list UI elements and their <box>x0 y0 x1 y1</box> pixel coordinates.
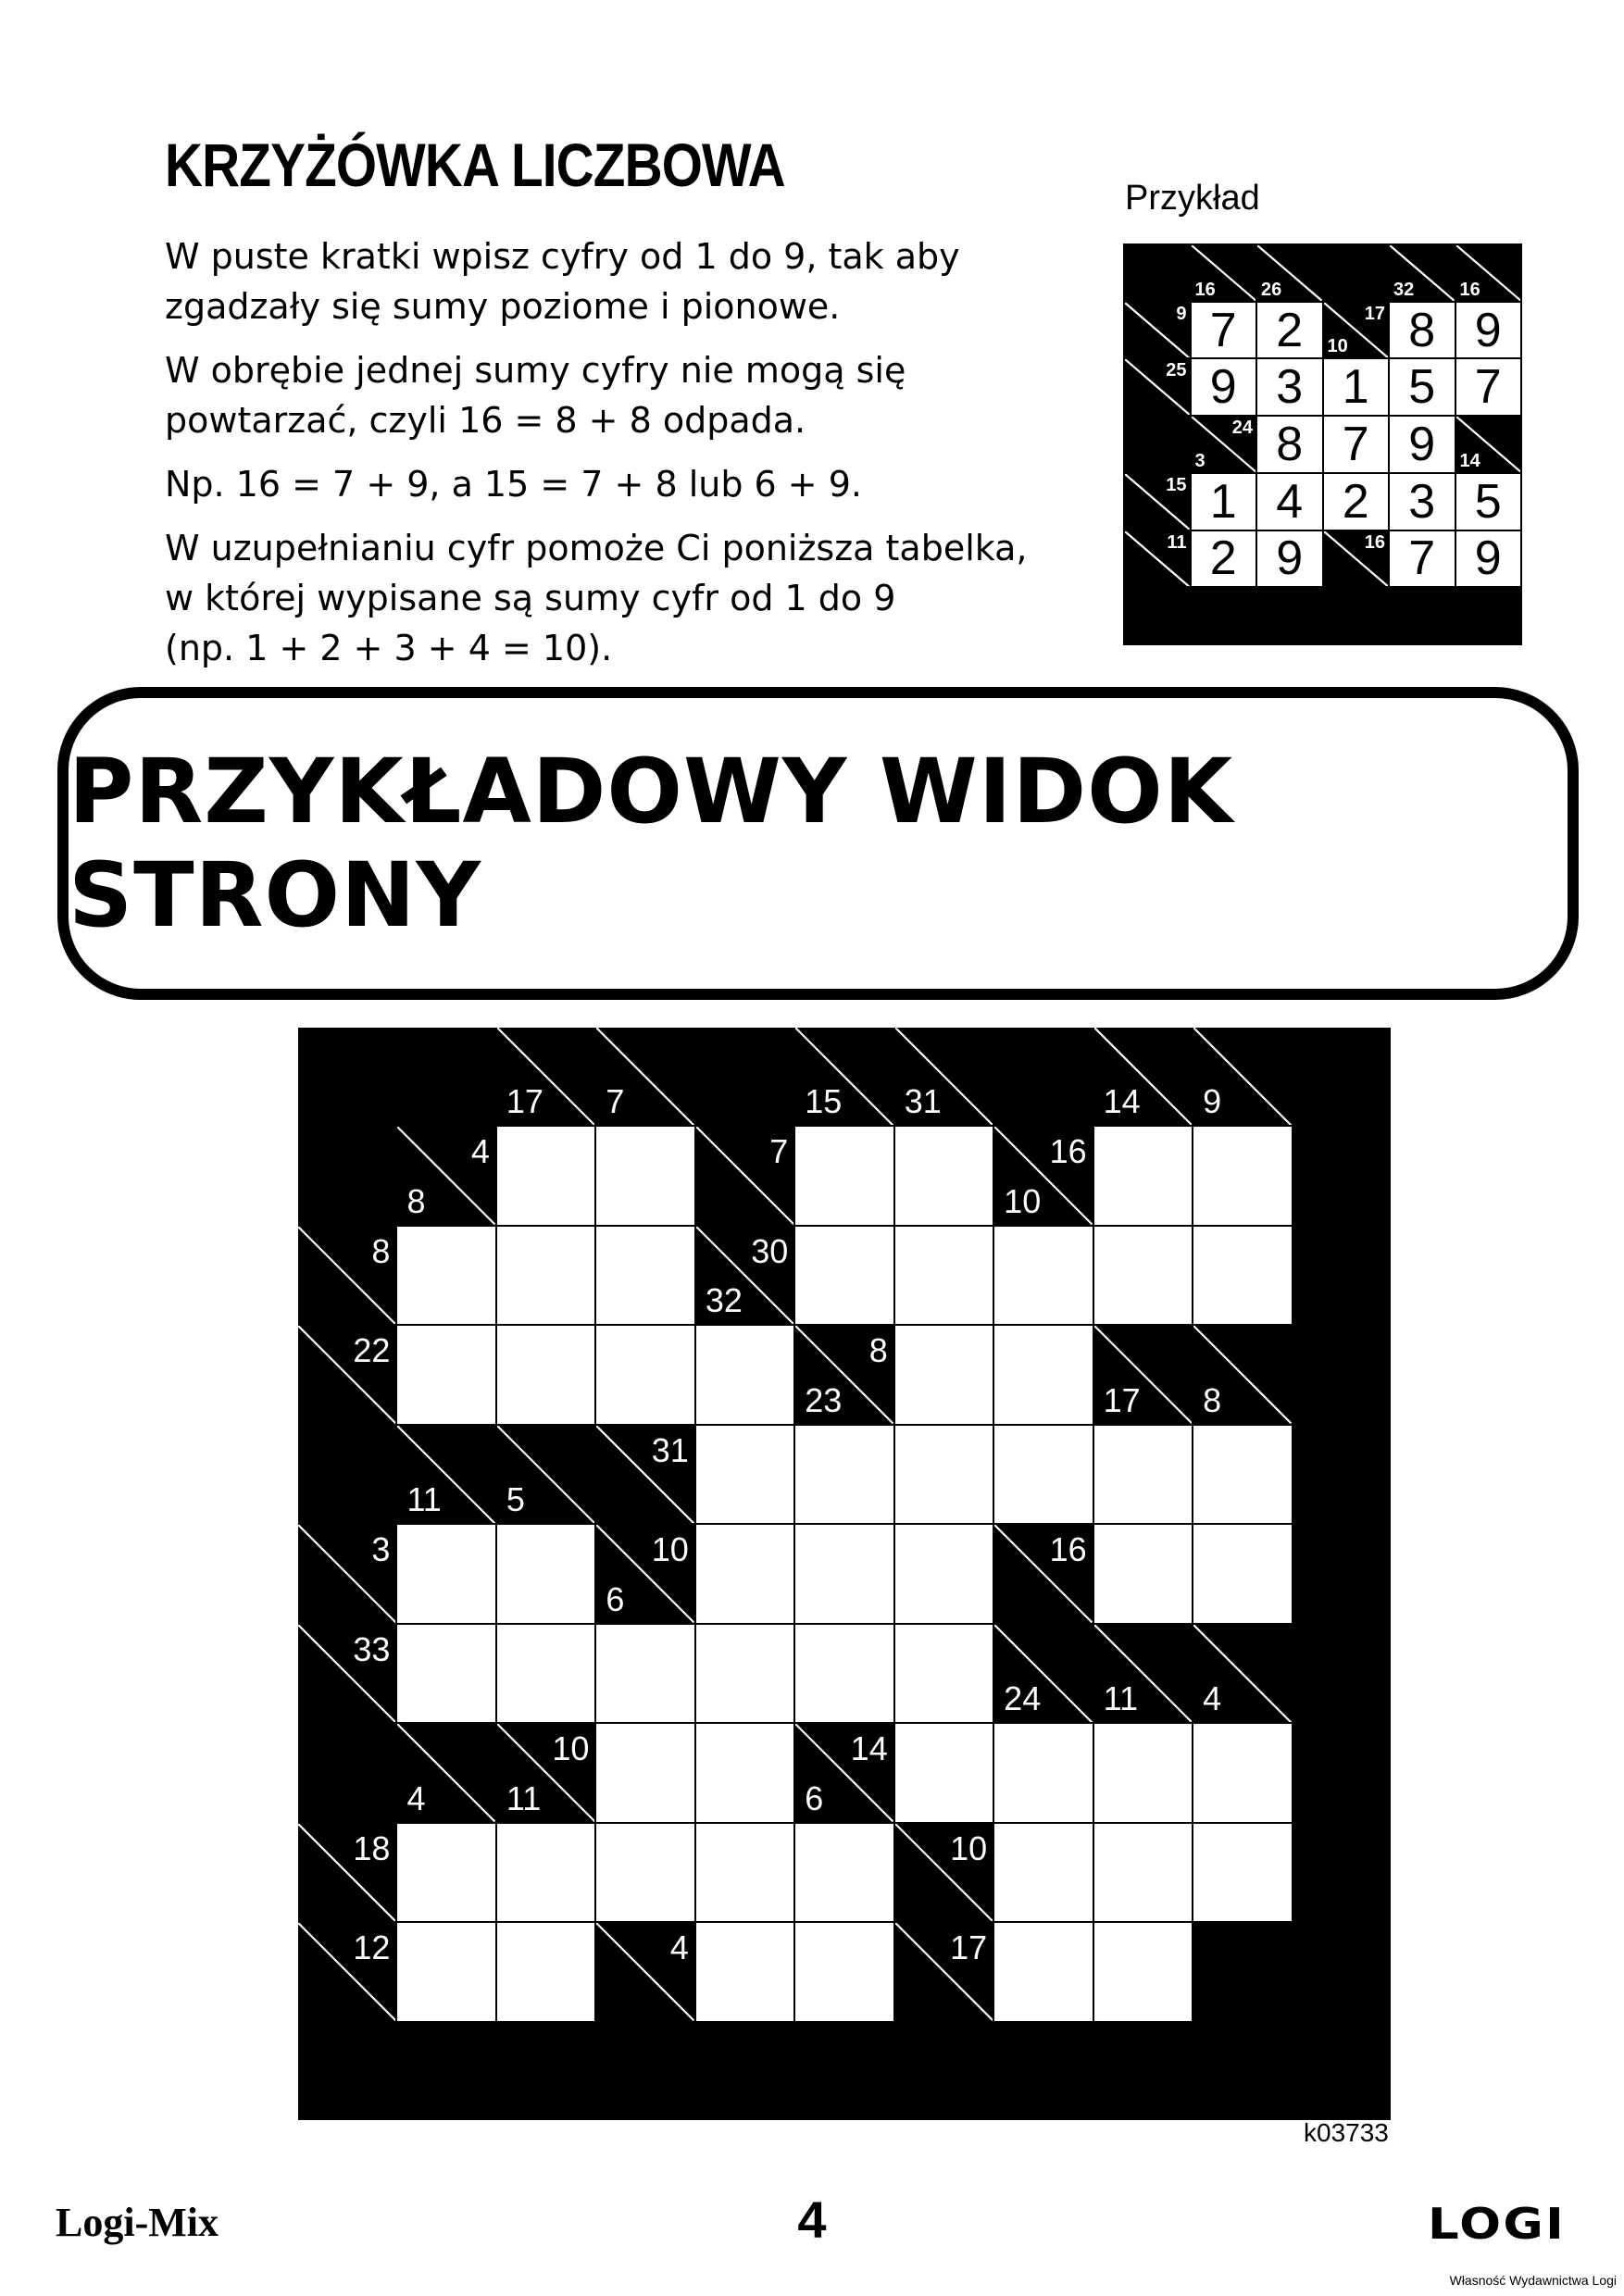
example-answer-cell[interactable] <box>1257 359 1322 415</box>
puzzle-answer-cell[interactable] <box>696 1426 793 1523</box>
puzzle-block-cell <box>696 2023 793 2120</box>
example-answer-cell[interactable] <box>1390 303 1455 358</box>
puzzle-clue-cell <box>994 1127 1092 1224</box>
puzzle-answer-cell[interactable] <box>596 1724 693 1821</box>
example-answer-cell[interactable] <box>1192 474 1256 530</box>
across-clue: 7 <box>769 1132 789 1171</box>
puzzle-block-cell <box>1293 1326 1391 1423</box>
puzzle-block-cell <box>298 1426 395 1523</box>
puzzle-clue-cell <box>1094 1326 1192 1423</box>
example-clue-cell <box>1125 359 1190 415</box>
example-block-cell <box>1324 245 1389 301</box>
puzzle-answer-cell[interactable] <box>696 1326 793 1423</box>
example-answer-digit: 5 <box>1474 474 1502 529</box>
across-clue: 8 <box>868 1331 888 1370</box>
puzzle-answer-cell[interactable] <box>397 1525 494 1622</box>
down-clue: 26 <box>1261 279 1282 300</box>
puzzle-clue-cell <box>596 1028 693 1125</box>
across-clue: 17 <box>1364 303 1385 324</box>
puzzle-answer-cell[interactable] <box>1094 1923 1192 2020</box>
example-answer-cell[interactable] <box>1456 474 1521 530</box>
puzzle-answer-cell[interactable] <box>397 1227 494 1324</box>
across-clue: 17 <box>950 1928 988 1967</box>
down-clue: 11 <box>506 1778 542 1817</box>
across-clue: 16 <box>1049 1132 1087 1171</box>
down-clue: 3 <box>1194 450 1206 471</box>
puzzle-answer-cell[interactable] <box>596 1625 693 1722</box>
instruction-paragraph-4 <box>165 523 1091 673</box>
puzzle-clue-cell <box>696 1127 793 1224</box>
puzzle-answer-cell[interactable] <box>497 1923 594 2020</box>
across-clue: 22 <box>353 1331 391 1370</box>
example-answer-cell[interactable] <box>1390 474 1455 530</box>
puzzle-answer-cell[interactable] <box>1193 1724 1291 1821</box>
puzzle-clue-cell <box>895 1028 993 1125</box>
puzzle-block-cell <box>895 2023 993 2120</box>
across-clue: 10 <box>651 1530 689 1569</box>
puzzle-code: k03733 <box>1304 2118 1389 2147</box>
instructions <box>165 231 1091 687</box>
puzzle-answer-cell[interactable] <box>994 1824 1092 1921</box>
across-clue: 18 <box>353 1828 391 1867</box>
puzzle-block-cell <box>298 2023 395 2120</box>
puzzle-answer-cell[interactable] <box>397 1923 494 2020</box>
puzzle-block-cell <box>1293 1028 1391 1125</box>
puzzle-clue-cell <box>895 1824 993 1921</box>
across-clue: 9 <box>1176 303 1187 324</box>
example-grid <box>1123 243 1522 645</box>
across-clue: 10 <box>552 1729 590 1768</box>
instruction-line: W puste kratki wpisz cyfry od 1 do 9, tak aby <box>165 236 960 277</box>
example-answer-digit: 1 <box>1209 474 1237 529</box>
puzzle-answer-cell[interactable] <box>596 1127 693 1224</box>
instruction-paragraph-1 <box>165 231 1091 331</box>
instruction-line: Np. 16 = 7 + 9, a 15 = 7 + 8 lub 6 + 9. <box>165 464 862 505</box>
example-clue-cell <box>1257 245 1322 301</box>
example-block-cell <box>1192 588 1256 643</box>
ownership-note: Własność Wydawnictwa Logi <box>1449 2273 1617 2288</box>
puzzle-answer-cell[interactable] <box>895 1326 993 1423</box>
across-clue: 25 <box>1166 360 1187 381</box>
across-clue: 8 <box>371 1231 391 1270</box>
example-answer-digit: 7 <box>1408 531 1436 586</box>
example-block-cell <box>1324 588 1389 643</box>
puzzle-clue-cell <box>994 1625 1092 1722</box>
down-clue: 32 <box>705 1281 743 1320</box>
example-answer-cell[interactable] <box>1324 359 1389 415</box>
puzzle-block-cell <box>397 2023 494 2120</box>
puzzle-answer-cell[interactable] <box>994 1326 1092 1423</box>
example-answer-digit: 8 <box>1276 418 1304 471</box>
down-clue: 32 <box>1393 279 1415 300</box>
puzzle-answer-cell[interactable] <box>1193 1426 1291 1523</box>
puzzle-block-cell <box>1193 1923 1291 2020</box>
down-clue: 8 <box>1203 1380 1222 1419</box>
puzzle-clue-cell <box>1193 1625 1291 1722</box>
puzzle-block-cell <box>1293 1625 1391 1722</box>
puzzle-block-cell <box>1293 2023 1391 2120</box>
example-answer-cell[interactable] <box>1257 474 1322 530</box>
example-clue-cell <box>1192 417 1256 472</box>
example-answer-digit: 9 <box>1408 418 1436 471</box>
puzzle-block-cell <box>298 1724 395 1821</box>
instruction-paragraph-3 <box>165 459 1091 509</box>
instruction-line: W obrębie jednej sumy cyfry nie mogą się <box>165 350 906 391</box>
puzzle-clue-cell <box>696 1227 793 1324</box>
example-answer-cell[interactable] <box>1390 417 1455 472</box>
puzzle-clue-cell <box>994 1525 1092 1622</box>
puzzle-clue-cell <box>298 1525 395 1622</box>
puzzle-clue-cell <box>795 1028 893 1125</box>
puzzle-answer-cell[interactable] <box>497 1625 594 1722</box>
puzzle-clue-cell <box>497 1724 594 1821</box>
down-clue: 31 <box>904 1082 942 1121</box>
puzzle-answer-cell[interactable] <box>895 1127 993 1224</box>
puzzle-answer-cell[interactable] <box>696 1724 793 1821</box>
puzzle-clue-cell <box>1094 1625 1192 1722</box>
example-answer-digit: 2 <box>1209 531 1237 586</box>
puzzle-answer-cell[interactable] <box>795 1227 893 1324</box>
puzzle-answer-cell[interactable] <box>1193 1127 1291 1224</box>
puzzle-answer-cell[interactable] <box>895 1426 993 1523</box>
puzzle-clue-cell <box>1094 1028 1192 1125</box>
across-clue: 4 <box>669 1928 689 1967</box>
puzzle-answer-cell[interactable] <box>596 1326 693 1423</box>
puzzle-answer-cell[interactable] <box>994 1227 1092 1324</box>
puzzle-block-cell <box>497 2023 594 2120</box>
example-answer-digit: 7 <box>1209 303 1237 357</box>
instruction-line: zgadzały się sumy poziome i pionowe. <box>165 286 841 327</box>
example-answer-digit: 2 <box>1342 474 1369 529</box>
example-block-cell <box>1257 588 1322 643</box>
down-clue: 10 <box>1004 1181 1042 1220</box>
puzzle-block-cell <box>994 1028 1092 1125</box>
puzzle-answer-cell[interactable] <box>895 1525 993 1622</box>
down-clue: 14 <box>1459 450 1480 471</box>
example-answer-cell[interactable] <box>1324 474 1389 530</box>
example-clue-cell <box>1125 303 1190 358</box>
puzzle-clue-cell <box>298 1824 395 1921</box>
puzzle-answer-cell[interactable] <box>696 1525 793 1622</box>
example-block-cell <box>1125 245 1190 301</box>
across-clue: 16 <box>1364 531 1385 553</box>
puzzle-answer-cell[interactable] <box>895 1227 993 1324</box>
example-clue-cell <box>1324 303 1389 358</box>
down-clue: 6 <box>606 1579 625 1618</box>
example-answer-cell[interactable] <box>1192 531 1256 587</box>
puzzle-answer-cell[interactable] <box>596 1824 693 1921</box>
puzzle-clue-cell <box>397 1724 494 1821</box>
example-clue-cell <box>1192 245 1256 301</box>
puzzle-answer-cell[interactable] <box>795 1625 893 1722</box>
puzzle-answer-cell[interactable] <box>696 1824 793 1921</box>
puzzle-clue-cell <box>497 1028 594 1125</box>
puzzle-clue-cell <box>397 1426 494 1523</box>
example-answer-digit: 7 <box>1474 360 1502 415</box>
puzzle-answer-cell[interactable] <box>1094 1824 1192 1921</box>
puzzle-clue-cell <box>795 1326 893 1423</box>
puzzle-answer-cell[interactable] <box>1094 1426 1192 1523</box>
down-clue: 17 <box>1103 1380 1141 1419</box>
example-answer-digit: 3 <box>1408 474 1436 529</box>
across-clue: 31 <box>651 1430 689 1469</box>
example-answer-cell[interactable] <box>1456 359 1521 415</box>
puzzle-answer-cell[interactable] <box>397 1625 494 1722</box>
across-clue: 16 <box>1049 1530 1087 1569</box>
down-clue: 11 <box>406 1480 442 1519</box>
across-clue: 30 <box>751 1231 789 1270</box>
puzzle-block-cell <box>1293 1127 1391 1224</box>
example-answer-cell[interactable] <box>1257 417 1322 472</box>
example-answer-digit: 8 <box>1408 303 1436 357</box>
across-clue: 24 <box>1231 418 1253 439</box>
puzzle-answer-cell[interactable] <box>1193 1824 1291 1921</box>
puzzle-answer-cell[interactable] <box>1094 1724 1192 1821</box>
example-label: Przykład <box>1125 179 1260 218</box>
banner-text: PRZYKŁADOWY WIDOK STRONY <box>69 740 1234 947</box>
puzzle-block-cell <box>397 1028 494 1125</box>
down-clue: 5 <box>506 1480 525 1519</box>
instruction-line: (np. 1 + 2 + 3 + 4 = 10). <box>165 628 613 668</box>
example-answer-cell[interactable] <box>1257 531 1322 587</box>
example-answer-cell[interactable] <box>1390 531 1455 587</box>
across-clue: 14 <box>850 1729 888 1768</box>
example-clue-cell <box>1125 531 1190 587</box>
puzzle-block-cell <box>1094 2023 1192 2120</box>
puzzle-answer-cell[interactable] <box>795 1426 893 1523</box>
puzzle-answer-cell[interactable] <box>895 1724 993 1821</box>
puzzle-clue-cell <box>895 1923 993 2020</box>
example-answer-digit: 9 <box>1209 360 1237 415</box>
example-answer-digit: 1 <box>1342 360 1369 415</box>
example-answer-digit: 7 <box>1342 418 1369 471</box>
example-answer-cell[interactable] <box>1390 359 1455 415</box>
example-block-cell <box>1390 588 1455 643</box>
puzzle-block-cell <box>994 2023 1092 2120</box>
puzzle-clue-cell <box>298 1923 395 2020</box>
across-clue: 4 <box>470 1132 490 1171</box>
down-clue: 8 <box>406 1181 426 1220</box>
example-block-cell <box>1456 588 1521 643</box>
example-answer-digit: 3 <box>1276 360 1304 415</box>
example-answer-cell[interactable] <box>1192 303 1256 358</box>
instruction-line: w której wypisane są sumy cyfr od 1 do 9 <box>165 578 896 618</box>
down-clue: 23 <box>805 1380 843 1419</box>
example-answer-cell[interactable] <box>1324 417 1389 472</box>
puzzle-block-cell <box>1193 2023 1291 2120</box>
sample-page-banner <box>57 687 1579 1000</box>
down-clue: 11 <box>1103 1679 1138 1718</box>
puzzle-answer-cell[interactable] <box>795 1923 893 2020</box>
puzzle-clue-cell <box>298 1625 395 1722</box>
example-clue-cell <box>1324 531 1389 587</box>
puzzle-answer-cell[interactable] <box>1094 1227 1192 1324</box>
across-clue: 11 <box>1167 531 1187 553</box>
puzzle-clue-cell <box>397 1127 494 1224</box>
puzzle-block-cell <box>1293 1824 1391 1921</box>
puzzle-answer-cell[interactable] <box>497 1824 594 1921</box>
puzzle-block-cell <box>1293 1525 1391 1622</box>
down-clue: 4 <box>1203 1679 1222 1718</box>
footer-series-title: Logi-Mix <box>56 2200 219 2245</box>
instruction-paragraph-2 <box>165 345 1091 445</box>
puzzle-answer-cell[interactable] <box>1094 1525 1192 1622</box>
down-clue: 6 <box>805 1778 824 1817</box>
example-answer-cell[interactable] <box>1192 359 1256 415</box>
puzzle-answer-cell[interactable] <box>397 1326 494 1423</box>
down-clue: 16 <box>1459 279 1480 300</box>
puzzle-answer-cell[interactable] <box>1193 1227 1291 1324</box>
puzzle-clue-cell <box>1193 1028 1291 1125</box>
puzzle-answer-cell[interactable] <box>795 1127 893 1224</box>
across-clue: 12 <box>353 1928 391 1967</box>
instruction-line: powtarzać, czyli 16 = 8 + 8 odpada. <box>165 400 806 441</box>
puzzle-block-cell <box>596 2023 693 2120</box>
example-answer-digit: 9 <box>1276 531 1304 586</box>
down-clue: 17 <box>506 1082 543 1121</box>
puzzle-answer-cell[interactable] <box>795 1525 893 1622</box>
down-clue: 10 <box>1327 336 1348 357</box>
example-answer-cell[interactable] <box>1456 303 1521 358</box>
example-clue-cell <box>1390 245 1455 301</box>
puzzle-answer-cell[interactable] <box>994 1724 1092 1821</box>
publisher-logo: LOGI <box>1428 2199 1567 2249</box>
down-clue: 15 <box>805 1082 843 1121</box>
puzzle-clue-cell <box>596 1923 693 2020</box>
example-clue-cell <box>1125 474 1190 530</box>
example-answer-digit: 9 <box>1474 531 1502 586</box>
puzzle-block-cell <box>1293 1724 1391 1821</box>
puzzle-answer-cell[interactable] <box>397 1824 494 1921</box>
example-block-cell <box>1125 588 1190 643</box>
down-clue: 7 <box>606 1082 625 1121</box>
puzzle-block-cell <box>298 1028 395 1125</box>
puzzle-answer-cell[interactable] <box>497 1227 594 1324</box>
puzzle-clue-cell <box>1193 1326 1291 1423</box>
page-number-text: 4 <box>797 2190 827 2249</box>
example-answer-digit: 9 <box>1474 303 1502 357</box>
puzzle-answer-cell[interactable] <box>497 1525 594 1622</box>
down-clue: 16 <box>1194 279 1216 300</box>
puzzle-answer-cell[interactable] <box>497 1127 594 1224</box>
puzzle-answer-cell[interactable] <box>596 1227 693 1324</box>
instruction-line: W uzupełnianiu cyfr pomoże Ci poniższa tabelka, <box>165 528 1028 568</box>
across-clue: 33 <box>353 1629 391 1668</box>
example-answer-digit: 4 <box>1276 474 1304 529</box>
puzzle-block-cell <box>795 2023 893 2120</box>
puzzle-clue-cell <box>795 1724 893 1821</box>
puzzle-answer-cell[interactable] <box>895 1625 993 1722</box>
example-answer-cell[interactable] <box>1257 303 1322 358</box>
puzzle-clue-cell <box>497 1426 594 1523</box>
across-clue: 15 <box>1166 474 1187 495</box>
puzzle-answer-cell[interactable] <box>696 1923 793 2020</box>
puzzle-answer-cell[interactable] <box>795 1824 893 1921</box>
down-clue: 24 <box>1004 1679 1042 1718</box>
example-block-cell <box>1125 417 1190 472</box>
down-clue: 4 <box>406 1778 426 1817</box>
puzzle-clue-cell <box>298 1326 395 1423</box>
puzzle-answer-cell[interactable] <box>696 1625 793 1722</box>
down-clue: 9 <box>1203 1082 1222 1121</box>
example-clue-cell <box>1456 245 1521 301</box>
puzzle-answer-cell[interactable] <box>994 1426 1092 1523</box>
example-answer-cell[interactable] <box>1456 531 1521 587</box>
across-clue: 10 <box>950 1828 988 1867</box>
puzzle-title: KRZYŻÓWKA LICZBOWA <box>165 131 785 199</box>
puzzle-answer-cell[interactable] <box>994 1923 1092 2020</box>
puzzle-clue-cell <box>596 1525 693 1622</box>
example-clue-cell <box>1456 417 1521 472</box>
down-clue: 14 <box>1103 1082 1141 1121</box>
puzzle-grid <box>298 1028 1391 2120</box>
puzzle-block-cell <box>1293 1923 1391 2020</box>
across-clue: 3 <box>371 1530 391 1569</box>
example-answer-digit: 2 <box>1276 303 1304 357</box>
puzzle-answer-cell[interactable] <box>497 1326 594 1423</box>
puzzle-answer-cell[interactable] <box>1094 1127 1192 1224</box>
puzzle-block-cell <box>1293 1426 1391 1523</box>
puzzle-answer-cell[interactable] <box>1193 1525 1291 1622</box>
example-answer-digit: 5 <box>1408 360 1436 415</box>
puzzle-block-cell <box>1293 1227 1391 1324</box>
puzzle-block-cell <box>298 1127 395 1224</box>
puzzle-clue-cell <box>596 1426 693 1523</box>
puzzle-clue-cell <box>298 1227 395 1324</box>
puzzle-block-cell <box>696 1028 793 1125</box>
